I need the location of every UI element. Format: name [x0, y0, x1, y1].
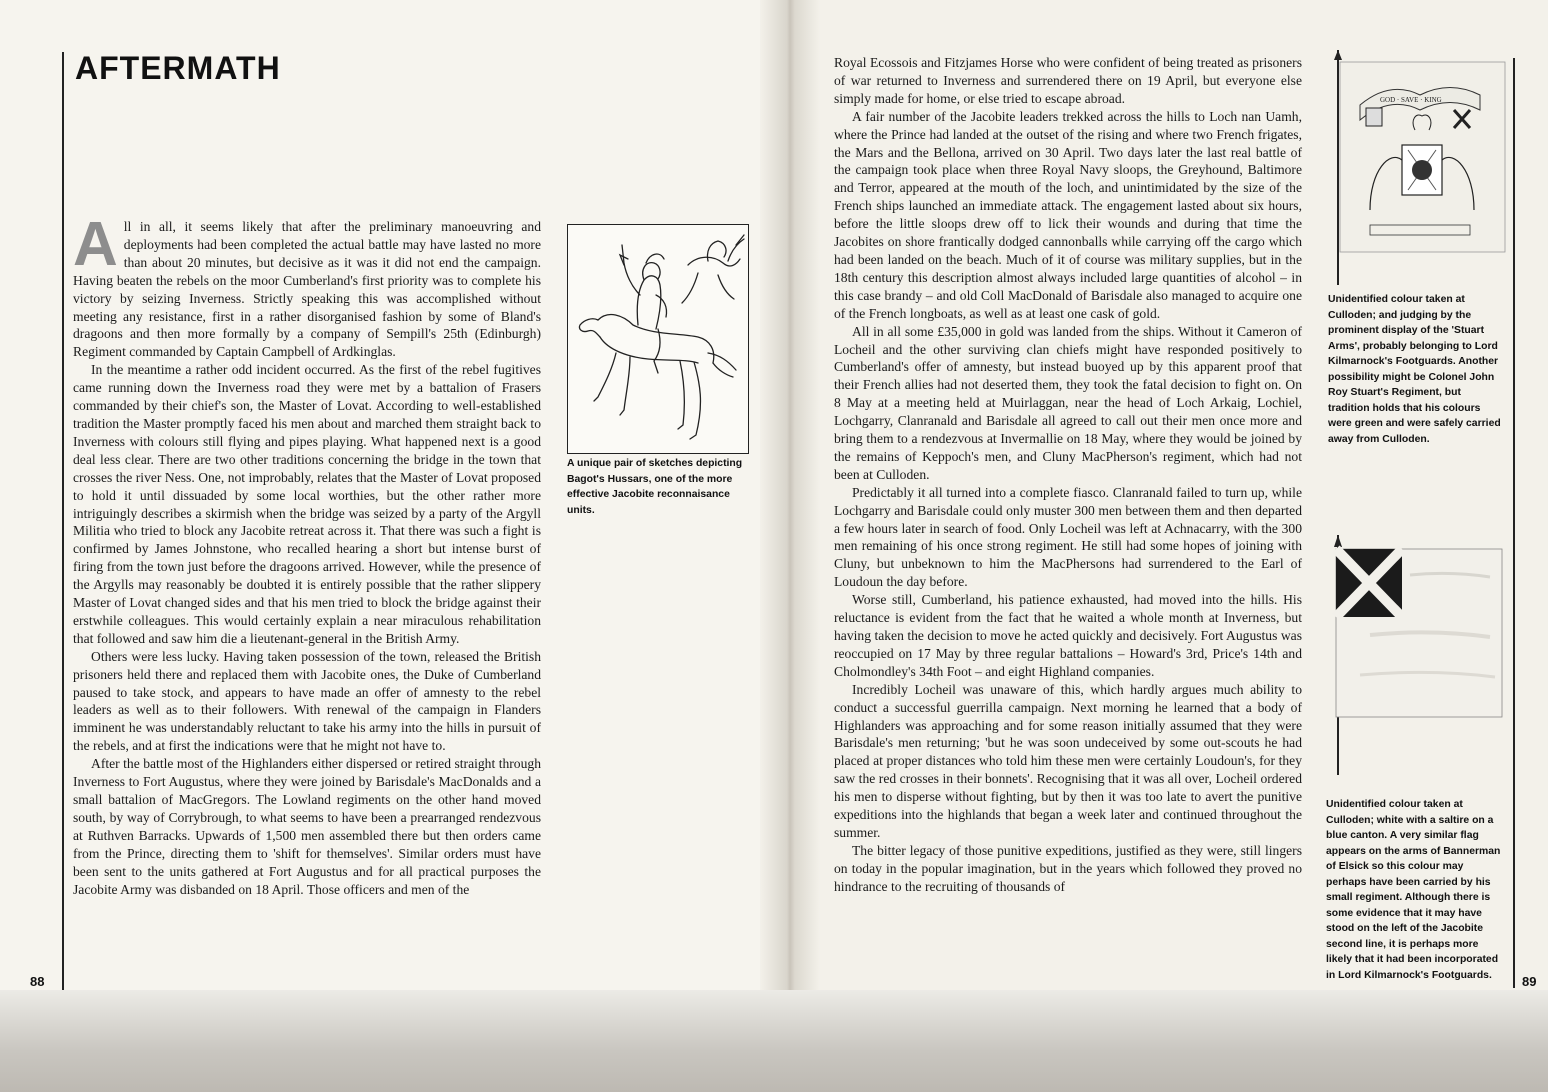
page-bottom-shadow: [0, 990, 1548, 1092]
left-page-number: 88: [30, 974, 45, 989]
paragraph: Others were less lucky. Having taken possession of the town, released the British prisoners held there and replaced them with Jacobite ones, the Duke of Cumberland paused to take stock, and appears to have made an offer of amnesty to the rebel leaders as well as to their followers. With renewal of the campaign in Flanders imminent he was understandably reluctant to take his army into the hills in pursuit of the rebels, and at first the indications were that he might not have to.: [73, 648, 541, 754]
paragraph: Predictably it all turned into a complete fiasco. Clanranald failed to turn up, while Lochgarry and Barisdale could only muster 300 men between them and then departed a few hours later in search of food. Only Locheil was left at Achnacarry, with the 300 men remaining of his once strong regiment. He still had some hopes of joining with Cluny, but unbeknown to him the MacPhersons had surrendered to the Earl of Loudoun the day before.: [834, 484, 1302, 590]
paragraph: All in all, it seems likely that after the preliminary manoeuvring and deployments had been completed the actual battle may have lasted no more than about 20 minutes, but decisive as it was it did not end the campaign. Having beaten the rebels on the moor Cumberland's first priority was to complete his victory by seizing Inverness. Strictly speaking this was accomplished without meeting any resistance, first in a rather disorganised fashion by some of Bland's dragoons and then more formally by a company of Sempill's 25th (Edinburgh) Regiment commanded by Captain Campbell of Ardkinglas.: [73, 210, 541, 360]
left-margin-rule: [62, 52, 64, 990]
horseman-sketch-icon: [568, 225, 748, 453]
sketch-caption: A unique pair of sketches depicting Bagot's Hussars, one of the more effective Jacobite reconnaisance units.: [567, 458, 743, 516]
flag2-caption: Unidentified colour taken at Culloden; white with a saltire on a blue canton. A very similar flag appears on the arms of Bannerman of Elsick so this colour may perhaps have been carried by his small regiment. Although there is some evidence that it may have stood on the left of the Jacobite second line, it is perhaps more likely that it had been incorporated in Lord Kilmarnock's Footguards.: [1326, 799, 1501, 981]
saltire-colour-illustration: [1330, 535, 1510, 780]
stuart-arms-colour-illustration: [1330, 50, 1510, 290]
book-gutter: [760, 0, 820, 1010]
stuart-arms-flag-icon: [1330, 50, 1510, 290]
right-margin-rule: [1513, 58, 1515, 988]
flag-motto: GOD · SAVE · KING: [1380, 96, 1442, 104]
chapter-title: AFTERMATH: [75, 50, 281, 86]
paragraph: In the meantime a rather odd incident occurred. As the first of the rebel fugitives came running down the Inverness road they were met by a battalion of Frasers commanded by their chief's son, the Master of Lovat. According to well-established tradition the Master promptly faced his men about and marched them straight back to Inverness with colours still flying and pipes playing. What happened next is a good deal less clear. There are two other traditions concerning the bridge in the town that crosses the river Ness. One, not improbably, relates that the Master of Lovat proposed to hold it until dissuaded by some local worthies, but the other rather more intriguingly describes a skirmish when the bridge was seized by a party of the Argyll Militia who tried to block any Jacobite retreat across it. That there was such a fight is confirmed by James Johnstone, who recalled hearing a short but intense burst of firing from the town just before the dragoons arrived. However, while the presence of the Argylls may reasonably be doubted it is entirely possible that the rather slippery Master of Lovat changed sides and that his men tried to block the bridge against their erstwhile colleagues. This would certainly explain a near miraculous rehabilitation that followed and saw him die a lieutenant-general in the British Army.: [73, 362, 541, 646]
paragraph: The bitter legacy of those punitive expeditions, justified as they were, still lingers on today in the popular imagination, but in the years which followed they proved no hindrance to the recruiting of thousands of: [834, 842, 1302, 894]
paragraph: A fair number of the Jacobite leaders trekked across the hills to Loch nan Uamh, where the Prince had landed at the outset of the rising and where two French frigates, the Mars and the Bellona, arrived on 30 April. Two days later the last real battle of the campaign took place when three Royal Navy sloops, the Greyhound, Baltimore and Terror, appeared at the mouth of the loch, and unintimidated by the size of the French ships launched an immediate attack. The engagement lasted about six hours, before the little sloops drew off to lick their wounds and during that time the Jacobites on shore frantically dodged cannonballs while carrying off the cargo which had been landed on the beach. Much of it of course was military supplies, but in the 18th century this description almost always included large quantities of alcohol – in this case brandy – and old Coll MacDonald of Barisdale also managed to acquire one of the French longboats, as well as at least one cask of gold.: [834, 108, 1302, 321]
drop-cap: A: [73, 210, 118, 279]
hussars-sketch-illustration: [567, 224, 749, 454]
paragraph: Royal Ecossois and Fitzjames Horse who were confident of being treated as prisoners of war returned to Inverness and surrendered there on 19 April, but everyone else simply made for home, or else tried to escape abroad.: [834, 55, 1302, 106]
paragraph: Incredibly Locheil was unaware of this, which hardly argues much ability to conduct a successful guerrilla campaign. Next morning he learned that a body of Highlanders was approaching and for some reason initially assumed that they were Barisdale's men returning; 'but he was soon undeceived by some out-scouts he had placed at proper distances who told him these men were certainly Loudoun's, for they saw the red crosses in their bonnets'. Recognising that it was all over, Locheil ordered his men to disperse without fighting, but by then it was too late to avert the punitive expeditions into the highlands that began a week later and continued throughout the summer.: [834, 681, 1302, 840]
flag1-caption: Unidentified colour taken at Culloden; and judging by the prominent display of the 'Stuart Arms', probably belonging to Lord Kilmarnock's Footguards. Another possibility might be Colonel John Roy Stuart's Regiment, but tradition holds that his colours were green and were safely carried away from Culloden.: [1328, 294, 1501, 445]
right-page-number: 89: [1522, 974, 1537, 989]
right-text-column: [834, 54, 1302, 896]
paragraph: After the battle most of the Highlanders either dispersed or retired straight through Inverness to Fort Augustus, where they were joined by Barisdale's MacDonalds and a small battalion of MacGregors. The Lowland regiments on the other hand moved south, by way of Corrybrough, to what seems to have been a prearranged rendezvous at Ruthven Barracks. Upwards of 1,500 men assembled there but then orders came from the Prince, directing them to 'shift for themselves'. Similar orders must have been sent to the units gathered at Fort Augustus and for all practical purposes the Jacobite Army was disbanded on 18 April. Those officers and men of the: [73, 756, 541, 897]
paragraph: Worse still, Cumberland, his patience exhausted, had moved into the hills. His reluctance is evident from the fact that he waited a whole month at Inverness, but having taken the decision to move he acted quickly and decisively. Fort Augustus was reoccupied on 17 May by three regular battalions – Howard's 3rd, Price's 14th and Cholmondley's 34th Foot – and eight Highland companies.: [834, 592, 1302, 679]
paragraph: All in all some £35,000 in gold was landed from the ships. Without it Cameron of Locheil and the other surviving clan chiefs might have responded positively to Cumberland's offer of amnesty, but instead buoyed up by this apparent proof that their French allies had not deserted them, they took the fatal decision to fight on. On 8 May at a meeting held at Muirlaggan, near the head of Loch Arkaig, Lochiel, Lochgarry, Clanranald and Barisdale all agreed to call out their men once more and bring them to a rendezvous at Invermallie on 18 May, where they would be joined by the remains of Keppoch's men, and Cluny MacPherson's regiment, which had not been at Culloden.: [834, 323, 1302, 482]
left-text-column: [73, 210, 541, 898]
saltire-flag-icon: [1330, 535, 1510, 780]
